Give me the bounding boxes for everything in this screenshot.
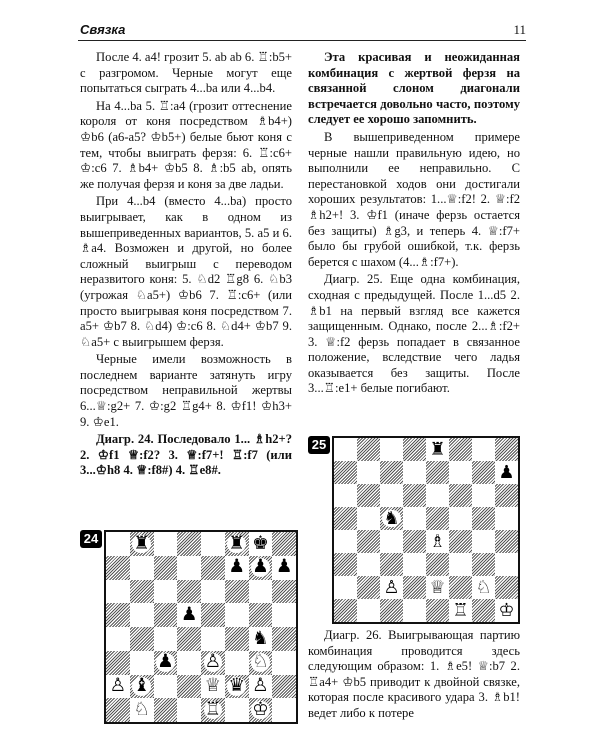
- chess-piece: ♙: [383, 576, 400, 598]
- chess-piece: ♘: [475, 576, 492, 598]
- chess-piece: ♚: [252, 532, 269, 554]
- board-square: [380, 530, 403, 553]
- chess-piece: ♖: [452, 599, 469, 621]
- right-column: [308, 50, 520, 397]
- board-square: [472, 438, 495, 461]
- board-square: [106, 580, 130, 604]
- diagram-label: 25: [308, 436, 330, 454]
- board-square: [130, 532, 154, 556]
- chess-piece: ♟: [180, 603, 198, 625]
- chessboard: [332, 436, 520, 624]
- board-square: [403, 507, 426, 530]
- board-square: [154, 556, 178, 580]
- board-square: [177, 675, 201, 699]
- chess-piece: ♜: [133, 532, 150, 554]
- board-square: [449, 461, 472, 484]
- board-square: [449, 438, 472, 461]
- board-square: [154, 698, 178, 722]
- board-square: [130, 603, 154, 627]
- paragraph: При 4...b4 (вместо 4...ba) просто выигрывает, как в одном из вышеприведенных вариантов, 5. a5 и 6. ♗a4. Возможен и другой, но более сложный выигрыш с переводом неразвитого коня: 5. ♘d2 ♖g8 6. ♘b3 (угрожая ♘a5+) ♔b6 7. ♖:c6+ (или просто выигрывая коня посредством 7. a5+ ♔b7 8. ♘d4) ♔:c6 8. ♘d4+ ♔b7 9. ♘a5+ с выигрышем ферзя.: [80, 194, 292, 349]
- board-square: [426, 576, 449, 599]
- board-square: [380, 507, 403, 530]
- board-square: [130, 580, 154, 604]
- board-square: [334, 507, 357, 530]
- board-square: [177, 627, 201, 651]
- board-square: [249, 675, 273, 699]
- board-square: [449, 599, 472, 622]
- board-square: [334, 599, 357, 622]
- paragraph: Эта красивая и неожиданная комбинация с жертвой ферзя на связанной слоном диагонали встречается довольно часто, поэтому следует ее хорошо запомнить.: [308, 50, 520, 127]
- board-square: [249, 651, 273, 675]
- board-square: [472, 599, 495, 622]
- board-square: [154, 627, 178, 651]
- board-square: [357, 461, 380, 484]
- board-square: [106, 532, 130, 556]
- board-square: [495, 461, 518, 484]
- board-square: [201, 675, 225, 699]
- section-title: Связка: [80, 22, 126, 37]
- board-square: [272, 675, 296, 699]
- board-square: [495, 507, 518, 530]
- board-square: [272, 698, 296, 722]
- chessboard: [104, 530, 298, 724]
- board-square: [426, 507, 449, 530]
- board-square: [249, 580, 273, 604]
- board-square: [495, 438, 518, 461]
- board-square: [403, 461, 426, 484]
- left-column: [80, 50, 292, 479]
- board-square: [249, 603, 273, 627]
- board-square: [495, 530, 518, 553]
- board-square: [449, 484, 472, 507]
- chess-piece: ♝: [133, 675, 150, 697]
- chess-diagram-24: [80, 530, 296, 720]
- board-square: [272, 580, 296, 604]
- board-square: [154, 651, 178, 675]
- board-square: [403, 484, 426, 507]
- board-square: [130, 675, 154, 699]
- board-square: [334, 553, 357, 576]
- board-square: [106, 651, 130, 675]
- chess-piece: ♟: [275, 556, 293, 578]
- paragraph: В вышеприведенном примере черные нашли правильную идею, но выполнили ее неправильно. С перестановкой ходов они достигали хороших результатов: 1...♕:f2! 2. ♕:f2 ♗h2+! 3. ♔f1 (иначе ферзь остается без защиты) ♗g3, и теперь 4. ♕:f7+ было бы грубой ошибкой, т.к. ферзь берется с шахом (4...♗:f7+).: [308, 129, 520, 269]
- board-square: [449, 553, 472, 576]
- board-square: [177, 603, 201, 627]
- board-square: [177, 532, 201, 556]
- board-square: [357, 576, 380, 599]
- chess-piece: ♙: [204, 651, 222, 673]
- chess-piece: ♙: [252, 675, 269, 697]
- board-square: [272, 532, 296, 556]
- board-square: [201, 580, 225, 604]
- board-square: [472, 530, 495, 553]
- board-square: [472, 576, 495, 599]
- board-square: [225, 556, 249, 580]
- chess-piece: ♞: [252, 627, 269, 649]
- board-square: [426, 484, 449, 507]
- board-square: [130, 698, 154, 722]
- chess-piece: ♕: [204, 675, 222, 697]
- board-square: [334, 461, 357, 484]
- board-square: [380, 576, 403, 599]
- board-square: [426, 461, 449, 484]
- chess-piece: ♙: [109, 675, 127, 697]
- page-number: 11: [513, 22, 526, 37]
- board-square: [177, 698, 201, 722]
- paragraph: Диагр. 25. Еще одна комбинация, сходная с предыдущей. После 1...d5 2. ♗b1 на первый взгляд все кажется защищенным. Однако, после 2...♗:f2+ 3. ♕:f2 ферзь попадает в связанное положение, вследствие чего ладья оказывается без защиты. После 3...♖:e1+ белые погибают.: [308, 272, 520, 396]
- board-square: [472, 553, 495, 576]
- board-square: [357, 507, 380, 530]
- board-square: [201, 532, 225, 556]
- board-square: [334, 484, 357, 507]
- board-square: [177, 651, 201, 675]
- paragraph: Диагр. 24. Последовало 1... ♗h2+? 2. ♔f1 ♕:f2? 3. ♕:f7+! ♖:f7 (или 3...♔h8 4. ♕:f8#) 4. ♖e8#.: [80, 432, 292, 478]
- board-square: [449, 530, 472, 553]
- board-square: [403, 530, 426, 553]
- board-square: [334, 576, 357, 599]
- paragraph: Диагр. 26. Выигрывающая партию комбинация проводится здесь следующим образом: 1. ♗e5! ♕:b7 2. ♖a4+ ♔b5 приводит к двойной связке, которая после красивого удара 3. ♗b1! ведет либо к потере: [308, 628, 520, 720]
- board-square: [426, 599, 449, 622]
- board-square: [449, 507, 472, 530]
- board-square: [380, 461, 403, 484]
- board-square: [472, 461, 495, 484]
- board-square: [249, 698, 273, 722]
- board-square: [106, 627, 130, 651]
- board-square: [380, 438, 403, 461]
- page-header: [78, 20, 526, 41]
- chess-piece: ♜: [228, 532, 245, 554]
- board-square: [154, 532, 178, 556]
- board-square: [472, 507, 495, 530]
- board-square: [106, 698, 130, 722]
- diagram-label: 24: [80, 530, 102, 548]
- board-square: [495, 576, 518, 599]
- board-square: [272, 627, 296, 651]
- chess-piece: ♜: [429, 438, 446, 460]
- paragraph: Черные имели возможность в последнем варианте затянуть игру посредством неправильной жертвы 6...♕:g2+ 7. ♔:g2 ♖g4+ 8. ♔f1! ♔h3+ 9. ♔e1.: [80, 352, 292, 429]
- paragraph: На 4...ba 5. ♖:a4 (грозит оттеснение короля от коня посредством ♗b4+) ♔b6 (a6-a5? ♔b5+) белые бьют коня с тем, чтобы выиграть ферзя: 6. ♖:c6+ ♔:c6 7. ♗b4+ ♔b5 8. ♗:b5 ab, опять же получая ферзя и коня за две ладьи.: [80, 98, 292, 191]
- board-square: [495, 553, 518, 576]
- board-square: [426, 530, 449, 553]
- board-square: [426, 553, 449, 576]
- board-square: [106, 556, 130, 580]
- board-square: [225, 627, 249, 651]
- board-square: [272, 556, 296, 580]
- board-square: [380, 599, 403, 622]
- board-square: [249, 556, 273, 580]
- board-square: [272, 603, 296, 627]
- board-square: [403, 576, 426, 599]
- board-square: [272, 651, 296, 675]
- board-square: [154, 603, 178, 627]
- chess-piece: ♔: [252, 698, 269, 720]
- board-square: [106, 675, 130, 699]
- board-square: [201, 698, 225, 722]
- chess-piece: ♗: [429, 530, 446, 552]
- board-square: [449, 576, 472, 599]
- board-square: [225, 580, 249, 604]
- board-square: [403, 438, 426, 461]
- board-square: [225, 651, 249, 675]
- chess-piece: ♖: [204, 698, 222, 720]
- board-square: [334, 530, 357, 553]
- board-square: [472, 484, 495, 507]
- board-square: [177, 580, 201, 604]
- chess-piece: ♟: [157, 651, 174, 673]
- board-square: [334, 438, 357, 461]
- board-square: [154, 580, 178, 604]
- board-square: [177, 556, 201, 580]
- paragraph: После 4. а4! грозит 5. ab ab 6. ♖:b5+ с разгромом. Черные могут еще попытаться сыграть 4...ba или 4...b4.: [80, 50, 293, 96]
- chess-piece: ♔: [498, 599, 515, 621]
- board-square: [357, 530, 380, 553]
- board-square: [225, 603, 249, 627]
- board-square: [403, 553, 426, 576]
- chess-piece: ♕: [429, 576, 446, 598]
- chess-piece: ♞: [383, 507, 400, 529]
- board-square: [201, 556, 225, 580]
- board-square: [225, 698, 249, 722]
- board-square: [495, 484, 518, 507]
- board-square: [357, 553, 380, 576]
- board-square: [130, 556, 154, 580]
- chess-piece: ♘: [133, 698, 150, 720]
- chess-piece: ♛: [228, 675, 245, 697]
- chess-diagram-25: [308, 436, 520, 626]
- board-square: [403, 599, 426, 622]
- chess-piece: ♟: [498, 461, 515, 483]
- right-column-continued: [308, 628, 520, 722]
- board-square: [357, 484, 380, 507]
- board-square: [154, 675, 178, 699]
- board-square: [380, 553, 403, 576]
- board-square: [249, 532, 273, 556]
- board-square: [357, 438, 380, 461]
- board-square: [495, 599, 518, 622]
- board-square: [225, 532, 249, 556]
- board-square: [380, 484, 403, 507]
- chess-piece: ♘: [252, 651, 269, 673]
- board-square: [201, 627, 225, 651]
- board-square: [357, 599, 380, 622]
- board-square: [130, 627, 154, 651]
- board-square: [225, 675, 249, 699]
- chess-piece: ♟: [252, 556, 269, 578]
- board-square: [130, 651, 154, 675]
- board-square: [106, 603, 130, 627]
- board-square: [201, 603, 225, 627]
- board-square: [201, 651, 225, 675]
- board-square: [426, 438, 449, 461]
- chess-piece: ♟: [228, 556, 245, 578]
- board-square: [249, 627, 273, 651]
